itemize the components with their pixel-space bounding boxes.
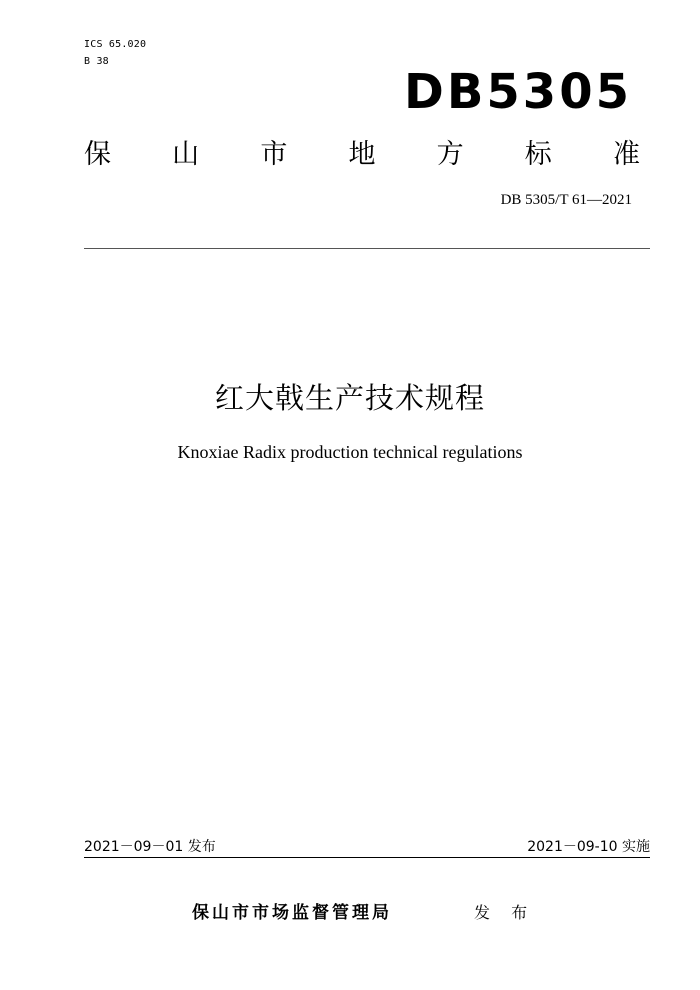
standard-number: DB 5305/T 61—2021 [500,192,632,208]
standard-type-char: 保 [84,139,111,170]
issue-date: 2021－09－01 发布 [84,839,216,855]
standard-type-char: 地 [348,139,376,170]
bottom-divider [84,857,650,858]
classification-block [84,36,146,70]
standard-type-char: 山 [172,139,200,170]
issue-label: 发 布 [474,903,536,922]
document-title-english: Knoxiae Radix production technical regulations [177,442,523,462]
ics-code: ICS 65.020 [84,39,147,50]
standard-type-char: 准 [612,139,640,170]
standard-type-char: 市 [260,139,288,170]
standard-code: DB5305 [403,64,632,120]
standard-type [84,138,640,172]
implementation-date: 2021－09-10 实施 [527,839,650,855]
standard-type-char: 方 [436,139,464,170]
document-title-chinese: 红大戟生产技术规程 [214,381,485,415]
ccs-code: B 38 [84,56,109,67]
top-divider [84,248,650,249]
standard-type-char: 标 [524,139,552,170]
issuing-authority: 保山市市场监督管理局 [192,903,392,923]
